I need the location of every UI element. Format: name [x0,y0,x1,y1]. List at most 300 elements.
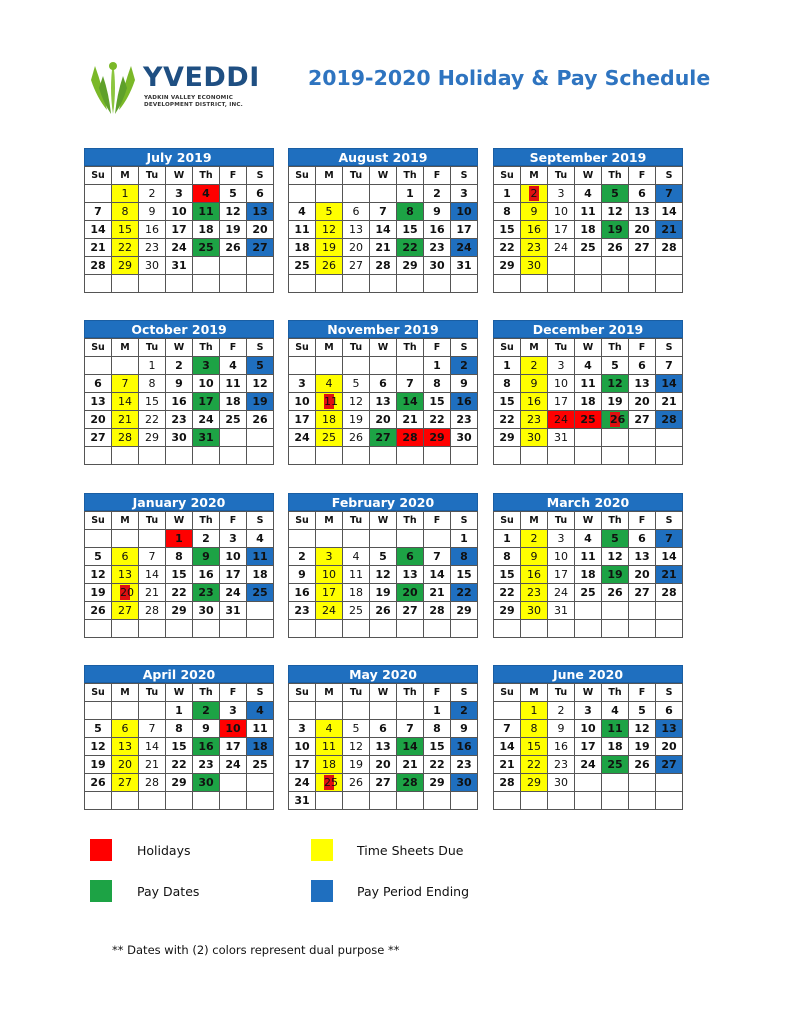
day-cell: 16 [166,393,193,411]
day-cell: 2 [289,548,316,566]
day-cell: 5 [602,357,629,375]
day-cell: 27 [343,257,370,275]
empty-cell [575,774,602,792]
day-cell: 10 [548,375,575,393]
day-cell: 2 [193,530,220,548]
day-cell: 8 [451,548,478,566]
day-cell: 8 [521,720,548,738]
empty-cell [247,447,274,465]
day-cell: 21 [85,239,112,257]
weekday-header: M [316,339,343,357]
logo-subtitle-line2: DEVELOPMENT DISTRICT, INC. [144,102,244,108]
day-cell: 30 [193,602,220,620]
weekday-header: W [166,339,193,357]
day-cell: 13 [629,548,656,566]
day-cell: 21 [139,584,166,602]
day-cell: 3 [548,185,575,203]
day-cell: 3 [548,357,575,375]
empty-cell [602,447,629,465]
day-cell: 11 [289,221,316,239]
day-cell: 27 [85,429,112,447]
day-cell: 1 [424,702,451,720]
day-cell: 12 [370,566,397,584]
empty-cell [548,275,575,293]
month-calendar [288,665,478,810]
weekday-header: F [424,684,451,702]
day-cell: 16 [193,566,220,584]
day-cell: 2 [521,530,548,548]
day-cell: 29 [397,257,424,275]
empty-cell [316,447,343,465]
day-cell: 25 [316,774,343,792]
empty-cell [85,792,112,810]
day-cell: 19 [85,584,112,602]
legend-period-ending-label: Pay Period Ending [357,884,470,899]
day-cell: 6 [112,720,139,738]
logo-name: YVEDDI [143,62,260,93]
empty-cell [193,257,220,275]
weekday-header: Su [289,684,316,702]
day-cell: 21 [424,584,451,602]
day-cell: 27 [397,602,424,620]
day-cell: 22 [166,584,193,602]
empty-cell [247,620,274,638]
month-title: December 2019 [493,320,683,338]
day-cell: 15 [494,566,521,584]
day-cell: 14 [85,221,112,239]
day-cell: 23 [193,584,220,602]
month-title: January 2020 [84,493,274,511]
day-cell: 16 [139,221,166,239]
day-cell: 31 [166,257,193,275]
day-cell: 17 [220,738,247,756]
day-cell: 17 [316,584,343,602]
day-cell: 19 [316,239,343,257]
day-cell: 24 [548,411,575,429]
leaf-logo-icon [85,58,141,120]
day-cell: 28 [656,411,683,429]
empty-cell [370,357,397,375]
day-cell: 19 [602,566,629,584]
day-cell: 3 [575,702,602,720]
day-cell: 24 [289,774,316,792]
empty-cell [247,429,274,447]
empty-cell [220,447,247,465]
empty-cell [112,530,139,548]
empty-cell [494,620,521,638]
day-cell: 2 [521,185,548,203]
day-cell: 23 [548,756,575,774]
weekday-header: F [220,512,247,530]
day-cell: 3 [451,185,478,203]
weekday-header: S [247,512,274,530]
day-cell: 19 [343,756,370,774]
day-cell: 7 [656,357,683,375]
day-cell: 11 [316,738,343,756]
day-cell: 13 [85,393,112,411]
empty-cell [602,257,629,275]
day-cell: 7 [139,720,166,738]
empty-cell [289,620,316,638]
empty-cell [575,792,602,810]
day-cell: 6 [656,702,683,720]
empty-cell [343,447,370,465]
day-cell: 18 [289,239,316,257]
empty-cell [494,275,521,293]
weekday-header: W [575,167,602,185]
day-cell: 5 [602,530,629,548]
month-calendar [493,148,683,293]
day-cell: 29 [166,774,193,792]
day-cell: 18 [602,738,629,756]
day-cell: 6 [370,720,397,738]
day-cell: 20 [85,411,112,429]
weekday-header: Su [494,684,521,702]
weekday-header: Su [494,512,521,530]
empty-cell [397,702,424,720]
day-cell: 27 [370,774,397,792]
empty-cell [166,447,193,465]
weekday-header: Su [289,167,316,185]
day-cell: 10 [220,720,247,738]
day-cell: 22 [424,411,451,429]
month-calendar [84,320,274,465]
weekday-header: M [316,167,343,185]
day-cell: 11 [220,375,247,393]
day-cell: 2 [166,357,193,375]
empty-cell [289,702,316,720]
empty-cell [548,257,575,275]
day-cell: 12 [316,221,343,239]
month-title: September 2019 [493,148,683,166]
day-cell: 17 [289,411,316,429]
day-cell: 4 [575,357,602,375]
legend-holidays-label: Holidays [137,843,191,858]
day-cell: 10 [166,203,193,221]
day-cell: 8 [494,203,521,221]
empty-cell [112,792,139,810]
day-cell: 30 [451,774,478,792]
day-cell: 26 [85,602,112,620]
day-cell: 31 [548,429,575,447]
day-cell: 14 [424,566,451,584]
day-cell: 28 [370,257,397,275]
empty-cell [316,620,343,638]
day-cell: 10 [451,203,478,221]
empty-cell [397,447,424,465]
day-cell: 28 [397,429,424,447]
empty-cell [629,602,656,620]
day-cell: 25 [193,239,220,257]
empty-cell [521,792,548,810]
weekday-header: M [521,684,548,702]
day-cell: 26 [602,411,629,429]
day-cell: 12 [602,548,629,566]
weekday-header: S [656,684,683,702]
weekday-header: Tu [343,512,370,530]
weekday-header: Th [397,512,424,530]
day-cell: 21 [397,411,424,429]
day-cell: 9 [289,566,316,584]
day-cell: 22 [521,756,548,774]
empty-cell [397,792,424,810]
day-cell: 19 [602,221,629,239]
day-cell: 9 [193,548,220,566]
empty-cell [451,792,478,810]
day-cell: 7 [112,375,139,393]
day-cell: 3 [316,548,343,566]
month-title: February 2020 [288,493,478,511]
day-cell: 26 [220,239,247,257]
day-cell: 3 [193,357,220,375]
weekday-header: Tu [548,512,575,530]
day-cell: 11 [343,566,370,584]
day-cell: 8 [494,548,521,566]
dual-purpose-note: ** Dates with (2) colors represent dual purpose ** [112,943,400,957]
empty-cell [343,792,370,810]
day-cell: 2 [451,357,478,375]
day-cell: 23 [521,411,548,429]
weekday-header: Su [85,512,112,530]
month-title: October 2019 [84,320,274,338]
day-cell: 16 [451,738,478,756]
day-cell: 16 [521,393,548,411]
empty-cell [656,774,683,792]
empty-cell [629,792,656,810]
month-title: April 2020 [84,665,274,683]
day-cell: 18 [575,566,602,584]
day-cell: 1 [494,185,521,203]
day-cell: 27 [112,602,139,620]
day-cell: 26 [370,602,397,620]
day-cell: 1 [424,357,451,375]
month-title: March 2020 [493,493,683,511]
month-title: August 2019 [288,148,478,166]
day-cell: 19 [602,393,629,411]
day-cell: 13 [112,566,139,584]
empty-cell [629,447,656,465]
month-title: July 2019 [84,148,274,166]
day-cell: 29 [451,602,478,620]
empty-cell [139,702,166,720]
day-cell: 3 [220,530,247,548]
empty-cell [85,620,112,638]
day-cell: 20 [343,239,370,257]
day-cell: 30 [521,602,548,620]
empty-cell [247,774,274,792]
empty-cell [397,275,424,293]
weekday-header: W [166,684,193,702]
yveddi-logo [85,58,260,120]
empty-cell [85,447,112,465]
day-cell: 25 [289,257,316,275]
weekday-header: M [521,167,548,185]
day-cell: 16 [424,221,451,239]
weekday-header: M [112,339,139,357]
day-cell: 3 [166,185,193,203]
day-cell: 15 [424,738,451,756]
empty-cell [220,792,247,810]
day-cell: 12 [602,203,629,221]
day-cell: 24 [193,411,220,429]
empty-cell [166,620,193,638]
empty-cell [139,275,166,293]
day-cell: 9 [451,375,478,393]
empty-cell [220,774,247,792]
day-cell: 21 [139,756,166,774]
empty-cell [602,429,629,447]
day-cell: 28 [656,584,683,602]
day-cell: 14 [656,548,683,566]
empty-cell [397,357,424,375]
empty-cell [424,530,451,548]
day-cell: 10 [289,393,316,411]
day-cell: 10 [548,548,575,566]
empty-cell [220,275,247,293]
day-cell: 31 [451,257,478,275]
day-cell: 2 [521,357,548,375]
day-cell: 17 [548,566,575,584]
weekday-header: M [316,512,343,530]
empty-cell [139,447,166,465]
day-cell: 15 [139,393,166,411]
day-cell: 13 [247,203,274,221]
day-cell: 24 [451,239,478,257]
day-cell: 6 [397,548,424,566]
day-cell: 5 [343,375,370,393]
day-cell: 24 [575,756,602,774]
weekday-header: W [370,684,397,702]
empty-cell [193,447,220,465]
weekday-header: S [247,167,274,185]
day-cell: 23 [166,411,193,429]
day-cell: 8 [166,720,193,738]
day-cell: 7 [85,203,112,221]
empty-cell [247,792,274,810]
day-cell: 29 [166,602,193,620]
day-cell: 2 [139,185,166,203]
weekday-header: F [220,167,247,185]
day-cell: 10 [316,566,343,584]
empty-cell [112,620,139,638]
day-cell: 26 [247,411,274,429]
day-cell: 24 [289,429,316,447]
weekday-header: Su [289,512,316,530]
empty-cell [370,792,397,810]
period-end-swatch [311,880,333,902]
day-cell: 23 [139,239,166,257]
day-cell: 4 [247,530,274,548]
day-cell: 29 [494,602,521,620]
empty-cell [629,429,656,447]
day-cell: 22 [166,756,193,774]
day-cell: 16 [289,584,316,602]
day-cell: 14 [397,738,424,756]
day-cell: 28 [424,602,451,620]
day-cell: 12 [629,720,656,738]
day-cell: 15 [494,393,521,411]
day-cell: 11 [602,720,629,738]
empty-cell [343,620,370,638]
day-cell: 21 [370,239,397,257]
day-cell: 10 [289,738,316,756]
day-cell: 17 [575,738,602,756]
empty-cell [451,447,478,465]
empty-cell [521,620,548,638]
day-cell: 1 [397,185,424,203]
day-cell: 16 [521,566,548,584]
day-cell: 5 [343,720,370,738]
day-cell: 23 [289,602,316,620]
empty-cell [85,357,112,375]
day-cell: 7 [370,203,397,221]
day-cell: 24 [316,602,343,620]
empty-cell [85,275,112,293]
empty-cell [602,620,629,638]
day-cell: 13 [370,738,397,756]
day-cell: 14 [656,375,683,393]
weekday-header: S [247,339,274,357]
holiday-swatch [90,839,112,861]
day-cell: 12 [220,203,247,221]
day-cell: 23 [451,411,478,429]
day-cell: 10 [220,548,247,566]
day-cell: 20 [629,393,656,411]
empty-cell [494,792,521,810]
weekday-header: S [451,684,478,702]
day-cell: 16 [548,738,575,756]
day-cell: 14 [656,203,683,221]
day-cell: 11 [575,375,602,393]
empty-cell [220,257,247,275]
weekday-header: M [316,684,343,702]
day-cell: 28 [494,774,521,792]
day-cell: 11 [316,393,343,411]
day-cell: 5 [247,357,274,375]
empty-cell [451,620,478,638]
day-cell: 21 [656,393,683,411]
day-cell: 25 [343,602,370,620]
day-cell: 14 [494,738,521,756]
day-cell: 14 [112,393,139,411]
empty-cell [656,447,683,465]
weekday-header: M [521,512,548,530]
empty-cell [85,702,112,720]
weekday-header: Su [494,339,521,357]
empty-cell [424,275,451,293]
day-cell: 30 [424,257,451,275]
empty-cell [247,275,274,293]
day-cell: 5 [602,185,629,203]
day-cell: 30 [193,774,220,792]
day-cell: 14 [139,738,166,756]
day-cell: 4 [316,375,343,393]
day-cell: 26 [602,584,629,602]
empty-cell [220,429,247,447]
day-cell: 29 [494,429,521,447]
day-cell: 22 [494,584,521,602]
day-cell: 4 [602,702,629,720]
day-cell: 25 [602,756,629,774]
day-cell: 18 [247,738,274,756]
day-cell: 18 [316,756,343,774]
weekday-header: Th [602,684,629,702]
day-cell: 6 [112,548,139,566]
day-cell: 8 [424,375,451,393]
empty-cell [343,702,370,720]
day-cell: 7 [397,720,424,738]
weekday-header: W [370,167,397,185]
